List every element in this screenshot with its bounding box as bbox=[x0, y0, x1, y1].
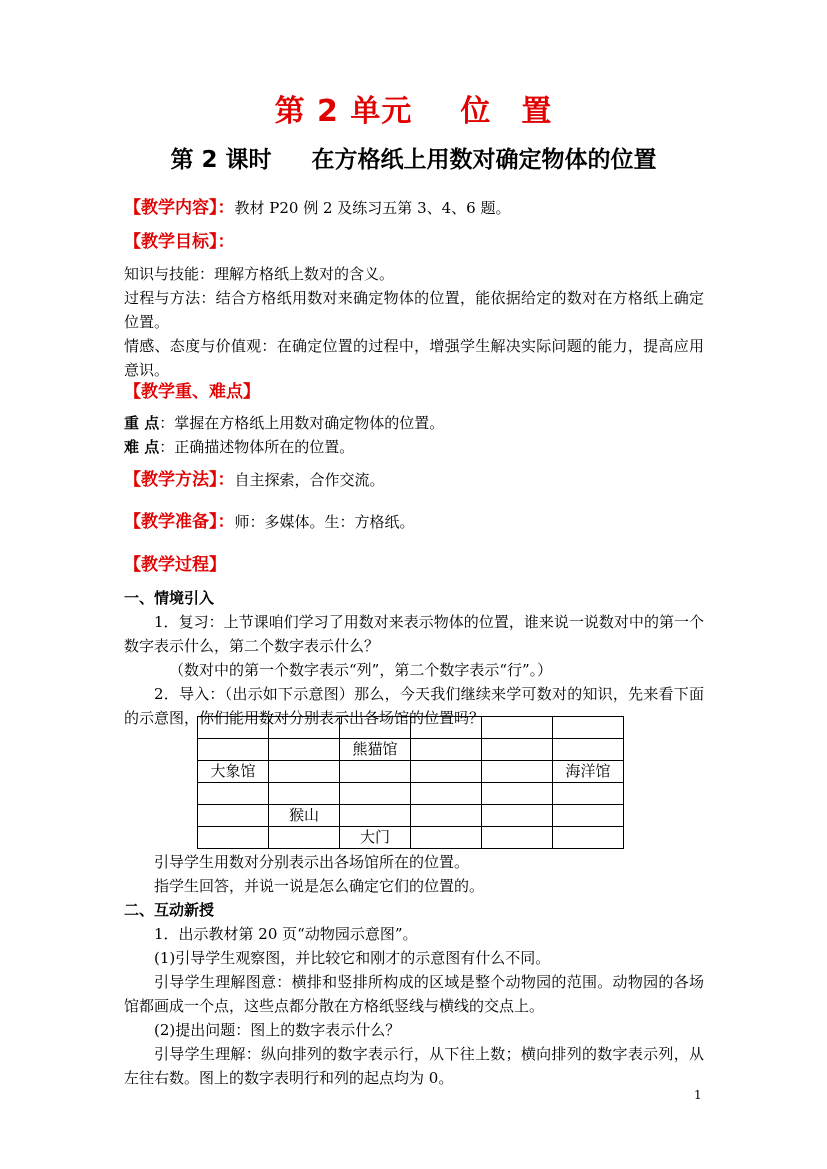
unit-word-1: 位 bbox=[460, 94, 492, 129]
unit-title bbox=[0, 94, 827, 129]
review-paragraph: 1．复习：上节课咱们学习了用数对来表示物体的位置，谁来说一说数对中的第一个数字表示什么，第二个数字表示什么？ bbox=[124, 613, 704, 655]
explain-numbers-paragraph: 引导学生理解：纵向排列的数字表示行，从下往上数；横向排列的数字表示列，从左往右数。图上的数字表明行和列的起点均为 0。 bbox=[124, 1045, 704, 1087]
keypoints-heading-row bbox=[124, 380, 704, 404]
grid-cell-panda: 熊猫馆 bbox=[340, 739, 411, 761]
answer-paragraph: 指学生回答，并说一说是怎么确定它们的位置的。 bbox=[154, 877, 485, 895]
key-point-text: ：掌握在方格纸上用数对确定物体的位置。 bbox=[159, 414, 445, 432]
process-new bbox=[124, 850, 704, 1090]
show-map-paragraph: 1．出示教材第 20 页“动物园示意图”。 bbox=[154, 925, 418, 943]
goals-body bbox=[124, 262, 704, 382]
unit-label: 第 2 单元 bbox=[274, 94, 413, 129]
observe-paragraph: (1)引导学生观察图，并比较它和刚才的示意图有什么不同。 bbox=[154, 949, 551, 967]
question-paragraph: (2)提出问题：图上的数字表示什么？ bbox=[154, 1021, 401, 1039]
key-point-label: 重 点 bbox=[124, 414, 160, 432]
content-text: 教材 P20 例 2 及练习五第 3、4、6 题。 bbox=[234, 199, 511, 217]
grid-cell-ocean: 海洋馆 bbox=[553, 761, 624, 783]
difficult-point-text: ：正确描述物体所在的位置。 bbox=[159, 438, 355, 456]
guide-paragraph: 引导学生用数对分别表示出各场馆所在的位置。 bbox=[154, 853, 470, 871]
key-point bbox=[124, 411, 704, 435]
grid-row bbox=[198, 739, 624, 761]
process-intro bbox=[124, 586, 704, 730]
grid-row bbox=[198, 717, 624, 739]
lesson-label: 第 2 课时 bbox=[170, 147, 272, 173]
process-heading-row bbox=[124, 553, 704, 577]
difficult-point bbox=[124, 435, 704, 459]
keypoints-body bbox=[124, 411, 704, 459]
grid-row bbox=[198, 827, 624, 849]
goal-emotion: 情感、态度与价值观：在确定位置的过程中，增强学生解决实际问题的能力，提高应用意识。 bbox=[124, 337, 704, 379]
grid-row bbox=[198, 783, 624, 805]
goal-knowledge: 知识与技能：理解方格纸上数对的含义。 bbox=[124, 265, 395, 283]
section-new-title: 二、互动新授 bbox=[124, 901, 215, 919]
difficult-point-label: 难 点 bbox=[124, 438, 160, 456]
grid-cell-gate: 大门 bbox=[340, 827, 411, 849]
lead-in-paragraph: 2．导入：（出示如下示意图）那么，今天我们继续来学可数对的知识，先来看下面的示意图，你们能用数对分别表示出各场馆的位置吗？ bbox=[124, 685, 704, 727]
method-heading: 【教学方法】： bbox=[124, 470, 235, 490]
review-answer: （数对中的第一个数字表示“列”，第二个数字表示“行”。） bbox=[169, 661, 553, 679]
goal-process: 过程与方法：结合方格纸用数对来确定物体的位置，能依据给定的数对在方格纸上确定位置。 bbox=[124, 289, 704, 331]
prep-text: 师：多媒体。生：方格纸。 bbox=[234, 513, 415, 531]
grid-row bbox=[198, 805, 624, 827]
method-text: 自主探索，合作交流。 bbox=[234, 471, 385, 489]
unit-word-2: 置 bbox=[521, 94, 553, 129]
content-section bbox=[124, 196, 704, 220]
grid-row bbox=[198, 761, 624, 783]
understand-map-paragraph: 引导学生理解图意：横排和竖排所构成的区域是整个动物园的范围。动物园的各场馆都画成一个点，这些点都分散在方格纸竖线与横线的交点上。 bbox=[124, 973, 704, 1015]
method-section bbox=[124, 468, 704, 492]
goals-heading: 【教学目标】： bbox=[124, 232, 235, 252]
keypoints-heading: 【教学重、难点】 bbox=[124, 382, 260, 402]
lesson-topic: 在方格纸上用数对确定物体的位置 bbox=[311, 147, 657, 173]
goals-heading-row bbox=[124, 230, 704, 254]
prep-section bbox=[124, 510, 704, 534]
process-heading: 【教学过程】 bbox=[124, 555, 226, 575]
grid-cell-elephant: 大象馆 bbox=[198, 761, 269, 783]
content-heading: 【教学内容】： bbox=[124, 198, 235, 218]
lesson-title bbox=[0, 148, 827, 172]
zoo-grid-table bbox=[197, 716, 624, 849]
grid-cell-monkey: 猴山 bbox=[269, 805, 340, 827]
section-intro-title: 一、情境引入 bbox=[124, 589, 215, 607]
prep-heading: 【教学准备】： bbox=[124, 512, 235, 532]
page-number: 1 bbox=[694, 1088, 702, 1102]
